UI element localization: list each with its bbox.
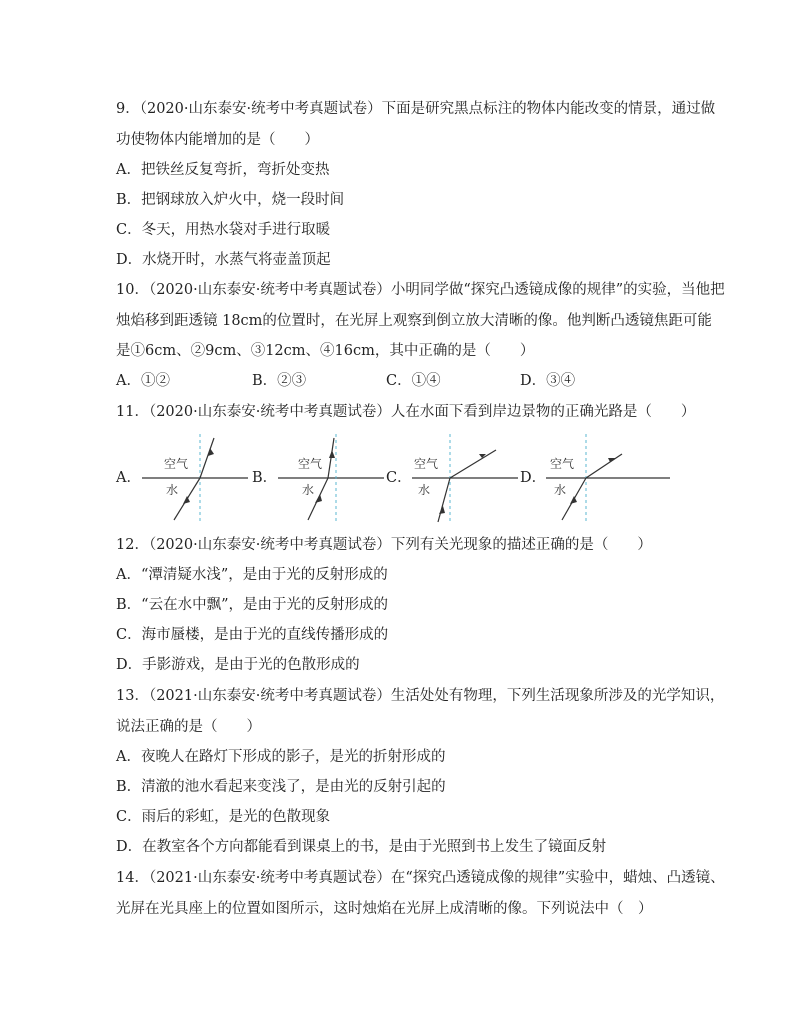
q9-option-b: B．把钢球放入炉火中，烧一段时间 xyxy=(116,192,345,208)
diagram-b-air-label: 空气 xyxy=(298,457,323,471)
q10-stem-line1: 10．（2020·山东泰安·统考中考真题试卷）小明同学做“探究凸透镜成像的规律”的实验，当他把 xyxy=(116,282,725,298)
q9-stem-line1: 9．（2020·山东泰安·统考中考真题试卷）下面是研究黑点标注的物体内能改变的情景，通过做 xyxy=(116,101,716,117)
diagram-a-water-label: 水 xyxy=(166,483,179,497)
q13-option-b: B．清澈的池水看起来变浅了，是由光的反射引起的 xyxy=(116,779,446,795)
q12-option-d: D．手影游戏，是由于光的色散形成的 xyxy=(116,657,360,673)
diagram-d-air-label: 空气 xyxy=(550,457,575,471)
diagram-c-water-label: 水 xyxy=(418,483,431,497)
q9-option-a: A．把铁丝反复弯折，弯折处变热 xyxy=(116,162,330,178)
q13-option-a: A．夜晚人在路灯下形成的影子，是光的折射形成的 xyxy=(116,749,446,765)
q13-option-c: C．雨后的彩虹，是光的色散现象 xyxy=(116,809,331,825)
q9-option-d: D．水烧开时，水蒸气将壶盖顶起 xyxy=(116,252,331,268)
q10-option-d: D．③④ xyxy=(520,373,576,389)
diagram-a-label: A． xyxy=(116,470,141,486)
q10-option-b: B．②③ xyxy=(252,373,307,389)
diagram-c-refraction xyxy=(406,432,526,524)
diagram-a-air-label: 空气 xyxy=(164,457,189,471)
q10-option-a: A．①② xyxy=(116,373,170,389)
q11-stem-line1: 11．（2020·山东泰安·统考中考真题试卷）人在水面下看到岸边景物的正确光路是（ ） xyxy=(116,404,696,420)
q9-stem-line2: 功使物体内能增加的是（ ） xyxy=(116,132,319,148)
q14-stem-line2: 光屏在光具座上的位置如图所示，这时烛焰在光屏上成清晰的像。下列说法中（ ） xyxy=(116,901,653,917)
q10-stem-line2: 烛焰移到距透镜 18cm的位置时，在光屏上观察到倒立放大清晰的像。他判断凸透镜焦距可能 xyxy=(116,313,712,329)
q10-option-c: C．①④ xyxy=(386,373,441,389)
diagram-a-refraction xyxy=(136,432,256,524)
diagram-d-water-label: 水 xyxy=(554,483,567,497)
q12-option-c: C．海市蜃楼，是由于光的直线传播形成的 xyxy=(116,627,389,643)
q9-option-c: C．冬天，用热水袋对手进行取暖 xyxy=(116,222,331,238)
diagram-c-air-label: 空气 xyxy=(414,457,439,471)
q11-diagrams xyxy=(116,432,676,524)
diagram-b-label: B． xyxy=(252,470,278,486)
q13-option-d: D．在教室各个方向都能看到课桌上的书，是由于光照到书上发生了镜面反射 xyxy=(116,839,607,855)
q12-stem-line1: 12．（2020·山东泰安·统考中考真题试卷）下列有关光现象的描述正确的是（ ） xyxy=(116,537,652,553)
q13-stem-line2: 说法正确的是（ ） xyxy=(116,719,261,735)
q12-option-a: A．“潭清疑水浅”，是由于光的反射形成的 xyxy=(116,567,388,583)
q14-stem-line1: 14．（2021·山东泰安·统考中考真题试卷）在“探究凸透镜成像的规律”实验中，蜡烛、凸透镜、 xyxy=(116,870,725,886)
diagram-b-water-label: 水 xyxy=(302,483,315,497)
diagram-d-label: D． xyxy=(520,470,547,486)
q13-stem-line1: 13．（2021·山东泰安·统考中考真题试卷）生活处处有物理，下列生活现象所涉及的光学知识， xyxy=(116,688,725,704)
diagram-c-label: C． xyxy=(386,470,412,486)
diagram-d-refraction xyxy=(540,432,676,524)
q12-option-b: B．“云在水中飘”，是由于光的反射形成的 xyxy=(116,597,388,613)
diagram-b-refraction xyxy=(272,432,392,524)
q10-stem-line3: 是①6cm、②9cm、③12cm、④16cm，其中正确的是（ ） xyxy=(116,343,535,359)
